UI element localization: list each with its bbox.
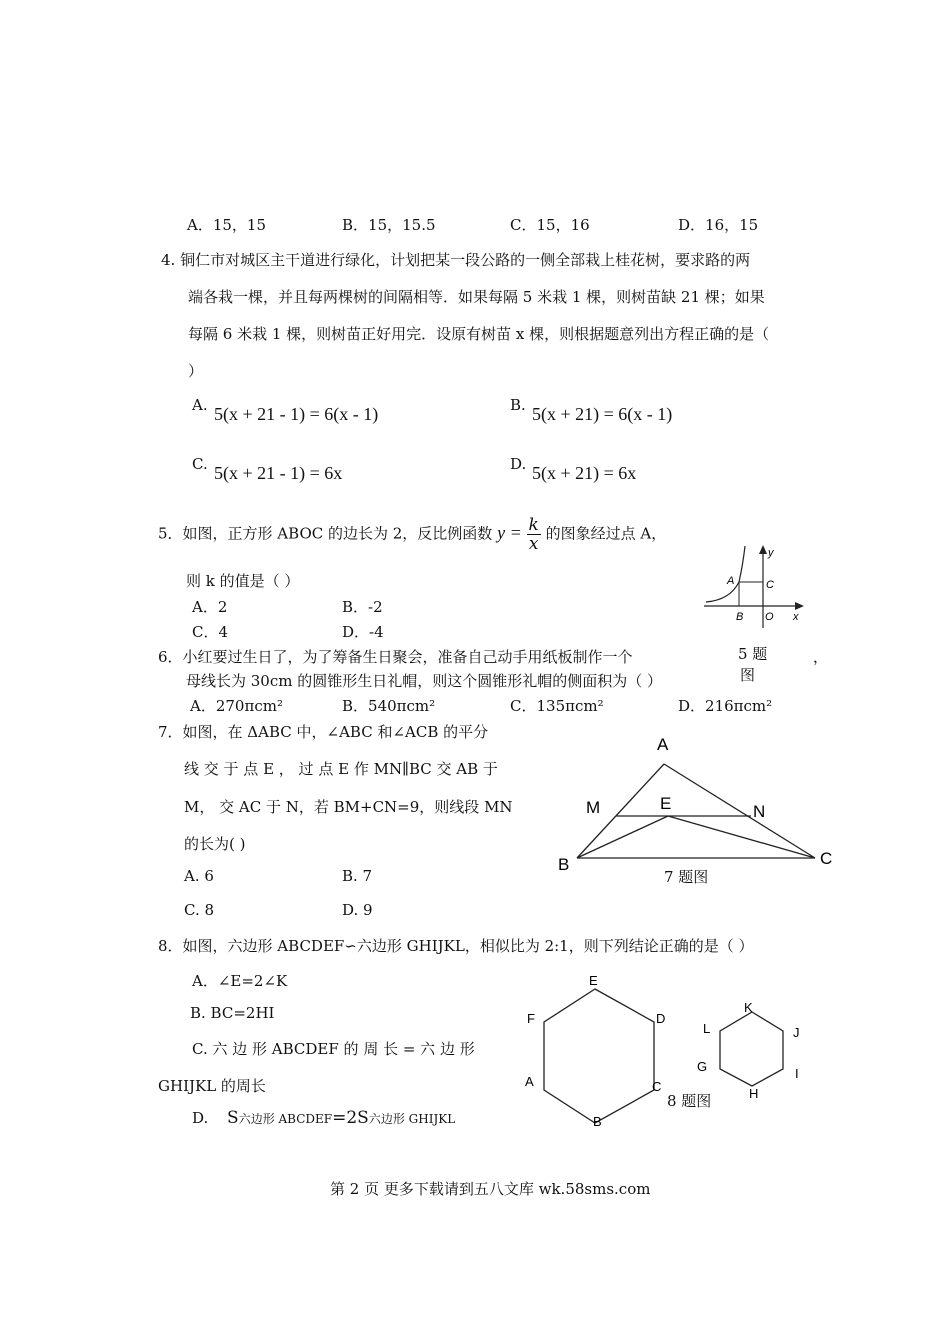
q4-line-2: 端各栽一棵，并且每两棵树的间隔相等．如果每隔 5 米栽 1 棵，则树苗缺 21 棵；如果 (188, 288, 765, 306)
q8-option-c-line-2: GHIJKL 的周长 (158, 1077, 266, 1095)
page-footer: 第 2 页 更多下载请到五八文库 wk.58sms.com (330, 1180, 651, 1198)
q4-option-a-label: A. (192, 396, 208, 414)
q5-figure-caption-1: 5 题 (738, 645, 768, 663)
q8-label-C: C (652, 1079, 662, 1094)
q8-label-L: L (703, 1021, 711, 1036)
q4-line-1: 4. 铜仁市对城区主干道进行绿化，计划把某一段公路的一侧全部栽上桂花树，要求路的两 (161, 251, 751, 269)
q8-option-d-mid: =2S (332, 1108, 369, 1128)
q8-label-I: I (795, 1066, 799, 1081)
q8-option-c-line-1: C. 六 边 形 ABCDEF 的 周 长 = 六 边 形 (192, 1040, 475, 1058)
q8-label-K: K (744, 1000, 753, 1015)
q8-option-b: B. BC=2HI (190, 1004, 275, 1022)
q7-line-4: 的长为( ) (184, 835, 246, 853)
q4-option-a-equation: 5(x + 21 - 1) = 6(x - 1) (214, 404, 379, 424)
q4-option-c-equation: 5(x + 21 - 1) = 6x (214, 463, 343, 483)
q5-label-B: B (736, 611, 744, 623)
q8-figure-caption: 8 题图 (667, 1092, 712, 1110)
q4-option-d-label: D. (510, 455, 527, 473)
q7-option-d: D. 9 (342, 901, 373, 919)
q8-option-d-label: D. (192, 1109, 209, 1127)
q8-label-G: G (697, 1059, 708, 1074)
q7-line-1: 7．如图，在 ΔABC 中，∠ABC 和∠ACB 的平分 (158, 723, 489, 741)
q8-option-d (192, 1108, 455, 1128)
q7-option-b: B. 7 (342, 867, 373, 885)
q6-option-c: C．135πcm² (510, 697, 604, 715)
q5-label-C: C (766, 579, 774, 591)
q7-label-E: E (660, 794, 672, 813)
q5-label-A: A (727, 575, 735, 587)
q6-line-2: 母线长为 30cm 的圆锥形生日礼帽，则这个圆锥形礼帽的侧面积为（ ） (186, 672, 663, 690)
q8-line-1: 8．如图，六边形 ABCDEF∽六边形 GHIJKL，相似比为 2:1，则下列结论正确的是（ ） (158, 937, 754, 955)
q6-option-b: B．540πcm² (342, 697, 436, 715)
q7-label-B: B (558, 855, 570, 874)
q8-option-a: A．∠E=2∠K (192, 972, 288, 990)
q5-fraction-denominator: x (528, 534, 539, 554)
q5-question-line-2: 则 k 的值是（ ） (186, 572, 300, 590)
q5-question-line-1 (158, 516, 666, 553)
q7-label-C: C (820, 849, 833, 868)
q7-figure-caption: 7 题图 (664, 868, 709, 886)
q8-label-D: D (656, 1011, 666, 1026)
q6-option-d: D．216πcm² (678, 697, 773, 715)
q5-option-d: D．-4 (342, 623, 384, 641)
q8-option-d-sub1: 六边形 ABCDEF (238, 1112, 333, 1126)
q5-label-x: x (793, 611, 799, 623)
q8-option-d-s1: S (227, 1108, 239, 1128)
q4-line-4: ） (188, 362, 204, 380)
q5-text-before: 5．如图，正方形 ABOC 的边长为 2，反比例函数 (158, 524, 493, 543)
q8-label-A: A (525, 1074, 534, 1089)
q7-line-2: 线 交 于 点 E ， 过 点 E 作 MN∥BC 交 AB 于 (184, 760, 498, 778)
q7-label-N: N (753, 802, 766, 821)
q8-label-H: H (749, 1086, 759, 1101)
q7-option-c: C. 8 (184, 901, 215, 919)
q7-option-a: A. 6 (184, 867, 214, 885)
q7-label-M: M (586, 798, 601, 817)
q8-label-J: J (793, 1025, 800, 1040)
q4-option-b-equation: 5(x + 21) = 6(x - 1) (532, 404, 673, 424)
q5-option-c: C．4 (192, 623, 229, 641)
q5-text-after: 的图象经过点 A， (545, 524, 667, 543)
q8-label-F: F (527, 1011, 535, 1026)
q8-option-d-sub2: 六边形 GHIJKL (368, 1112, 456, 1126)
q6-line-1: 6．小红要过生日了，为了筹备生日聚会，准备自己动手用纸板制作一个 (158, 648, 633, 666)
q7-line-3: M， 交 AC 于 N，若 BM+CN=9，则线段 MN (184, 798, 513, 816)
q5-option-a: A．2 (192, 598, 228, 616)
q5-fraction-numerator: k (528, 515, 539, 535)
q3-option-b: B．15，15.5 (342, 216, 436, 234)
q8-label-E: E (589, 973, 598, 988)
q6-option-a: A．270πcm² (190, 697, 283, 715)
q4-line-3: 每隔 6 米栽 1 棵，则树苗正好用完．设原有树苗 x 棵，则根据题意列出方程正确的是（ (188, 325, 770, 343)
q4-option-d-equation: 5(x + 21) = 6x (532, 463, 637, 483)
q4-option-b-label: B. (510, 396, 526, 414)
q7-label-A: A (657, 735, 669, 754)
q7-figure (550, 730, 850, 875)
q3-option-d: D．16，15 (678, 216, 759, 234)
q5-figure-caption-2: 图 (740, 666, 756, 684)
q3-option-a: A．15，15 (187, 216, 267, 234)
q5-y-equals: y = (497, 522, 522, 543)
q5-option-b: B．-2 (342, 598, 383, 616)
q5-label-O: O (765, 611, 774, 623)
q3-option-c: C．15，16 (510, 216, 590, 234)
q6-line-1-trail: ， (813, 648, 829, 666)
q5-figure (700, 540, 810, 630)
q5-label-y: y (768, 547, 774, 559)
q8-label-B: B (593, 1114, 602, 1129)
q5-fraction (527, 516, 541, 553)
q4-option-c-label: C. (192, 455, 208, 473)
